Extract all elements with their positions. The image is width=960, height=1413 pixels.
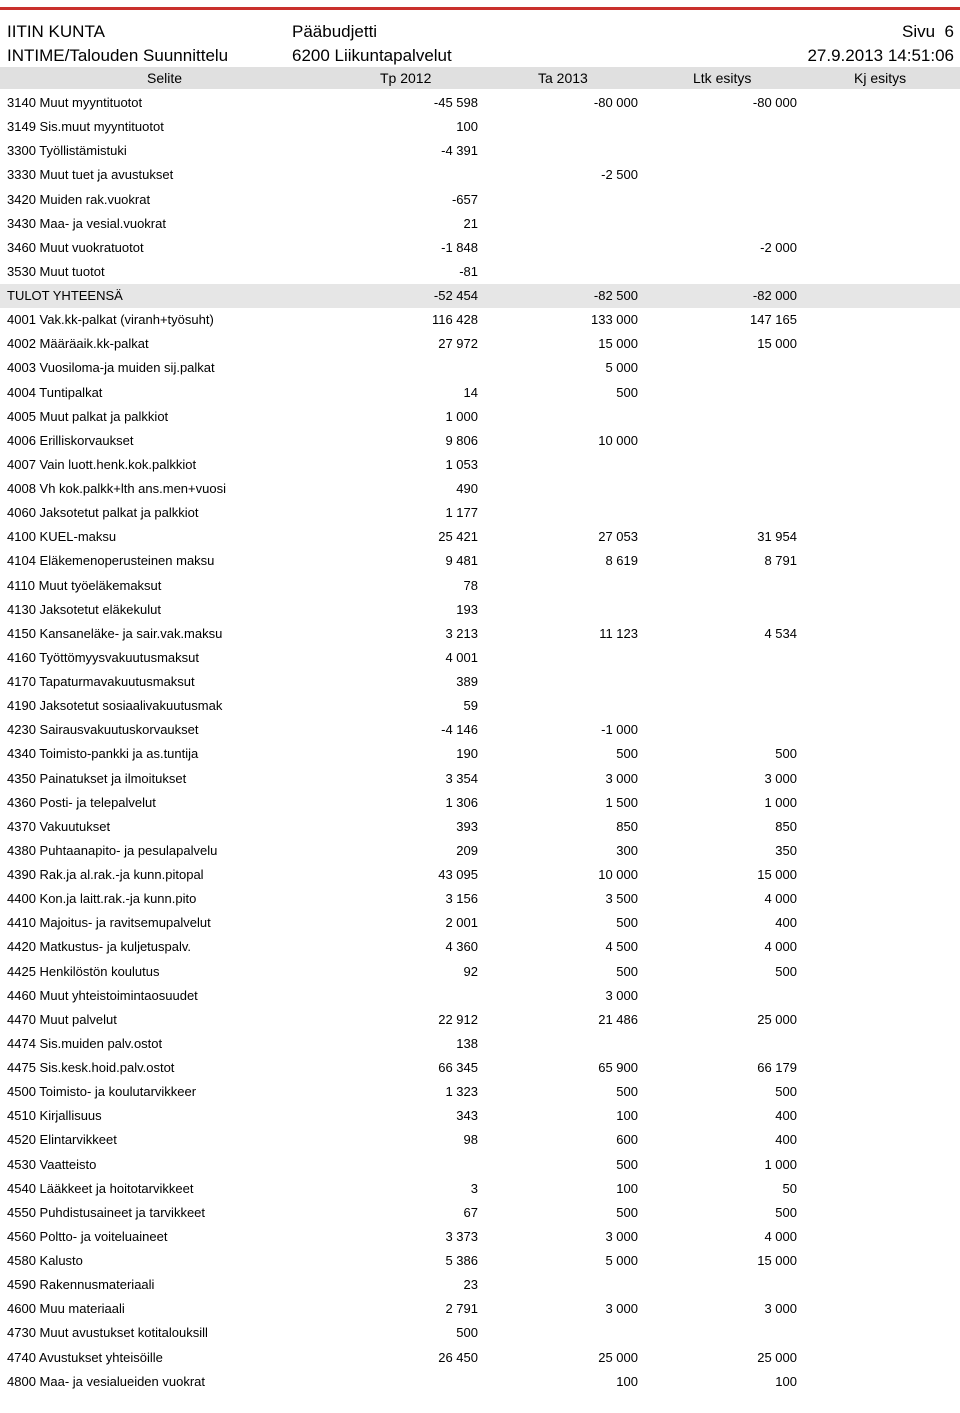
cell-ta-2013: 133 000 [591, 312, 638, 328]
cell-ltk-esitys: 400 [775, 1108, 797, 1124]
cell-tp-2012: 138 [456, 1035, 478, 1051]
cell-ltk-esitys: 25 000 [757, 1011, 797, 1027]
cell-ta-2013: 1 500 [605, 794, 638, 810]
table-row [0, 694, 960, 718]
table-row [0, 598, 960, 622]
table-row [0, 332, 960, 356]
cell-ta-2013: 21 486 [598, 1011, 638, 1027]
column-header-bar [0, 67, 960, 89]
cell-ltk-esitys: 400 [775, 1132, 797, 1148]
cell-ltk-esitys: 1 000 [764, 1156, 797, 1172]
cell-tp-2012: 1 000 [445, 408, 478, 424]
row-label: 4380 Puhtaanapito- ja pesulapalvelu [7, 842, 218, 858]
cell-ta-2013: 3 000 [605, 987, 638, 1003]
table-row [0, 1249, 960, 1273]
cell-ta-2013: 500 [616, 746, 638, 762]
cell-ltk-esitys: 25 000 [757, 1349, 797, 1365]
cell-ta-2013: 500 [616, 915, 638, 931]
row-label: 4510 Kirjallisuus [7, 1108, 102, 1124]
cell-tp-2012: 100 [456, 119, 478, 135]
column-header-selite: Selite [147, 70, 183, 86]
table-row [0, 1056, 960, 1080]
cell-tp-2012: 66 345 [438, 1060, 478, 1075]
table-row [0, 1128, 960, 1152]
cell-ta-2013: 3 500 [605, 891, 638, 907]
row-label: 4006 Erilliskorvaukset [7, 432, 134, 448]
table-row [0, 1370, 960, 1394]
row-label: 4420 Matkustus- ja kuljetuspalv. [7, 939, 192, 955]
cell-tp-2012: -81 [459, 263, 478, 279]
cell-ltk-esitys: 4 000 [764, 939, 797, 955]
cell-tp-2012: 92 [463, 963, 478, 979]
cell-tp-2012: 26 450 [438, 1349, 478, 1365]
cell-ltk-esitys: 8 791 [764, 553, 797, 569]
cell-tp-2012: 116 428 [431, 312, 478, 328]
cell-tp-2012: 21 [463, 215, 478, 231]
page-number: Sivu 6 [902, 22, 954, 41]
cell-tp-2012: 22 912 [438, 1011, 478, 1027]
row-label: 4004 Tuntipalkat [7, 384, 103, 400]
table-row [0, 1153, 960, 1177]
cell-ltk-esitys: 15 000 [757, 336, 797, 352]
cell-tp-2012: 23 [463, 1277, 478, 1293]
row-label: 4350 Painatukset ja ilmoitukset [7, 770, 187, 786]
table-row [0, 1032, 960, 1056]
row-label: 3330 Muut tuet ja avustukset [7, 167, 174, 183]
row-label: 4520 Elintarvikkeet [7, 1132, 117, 1148]
system-name: INTIME/Talouden Suunnittelu [7, 46, 229, 65]
cell-ta-2013: 300 [616, 842, 638, 858]
cell-ltk-esitys: 400 [775, 915, 797, 931]
total-row [0, 284, 960, 308]
cell-ta-2013: 5 000 [605, 1253, 638, 1268]
table-row [0, 984, 960, 1008]
cell-ltk-esitys: 500 [775, 1084, 797, 1100]
cell-tp-2012: -52 454 [433, 288, 478, 303]
table-row [0, 91, 960, 115]
table-row [0, 1225, 960, 1249]
table-row [0, 1346, 960, 1370]
row-label: 4580 Kalusto [7, 1253, 83, 1268]
row-label: 4340 Toimisto-pankki ja as.tuntija [7, 746, 199, 762]
row-label: 4150 Kansaneläke- ja sair.vak.maksu [7, 625, 223, 641]
table-row [0, 212, 960, 236]
table-row [0, 1177, 960, 1201]
cell-ltk-esitys: 100 [775, 1373, 797, 1389]
table-row [0, 911, 960, 935]
row-label: 4540 Lääkkeet ja hoitotarvikkeet [7, 1180, 194, 1196]
cell-ta-2013: 15 000 [598, 336, 638, 352]
cell-tp-2012: 4 360 [445, 939, 478, 955]
cell-ta-2013: 65 900 [598, 1060, 638, 1075]
cell-ta-2013: 600 [616, 1132, 638, 1148]
cell-ltk-esitys: 1 000 [764, 794, 797, 810]
table-row [0, 115, 960, 139]
cell-ta-2013: -82 500 [593, 288, 638, 303]
row-label: 4410 Majoitus- ja ravitsemupalvelut [7, 915, 211, 931]
cell-ta-2013: 500 [616, 1204, 638, 1220]
cell-tp-2012: 59 [463, 698, 478, 714]
table-row [0, 139, 960, 163]
row-label: 4130 Jaksotetut eläkekulut [7, 601, 161, 617]
cell-ta-2013: -80 000 [593, 95, 638, 110]
row-label: 4005 Muut palkat ja palkkiot [7, 408, 169, 424]
cell-ta-2013: 3 000 [605, 770, 638, 786]
cell-tp-2012: 1 053 [445, 456, 478, 472]
row-label: 3460 Muut vuokratuotot [7, 239, 144, 255]
table-row [0, 887, 960, 911]
row-label: 4500 Toimisto- ja koulutarvikkeer [7, 1084, 197, 1100]
row-label: TULOT YHTEENSÄ [7, 288, 123, 303]
row-label: 4160 Työttömyysvakuutusmaksut [7, 649, 199, 665]
table-row [0, 1273, 960, 1297]
row-label: 4470 Muut palvelut [7, 1011, 117, 1027]
cell-tp-2012: 3 213 [445, 625, 478, 641]
cell-ta-2013: 850 [616, 818, 638, 834]
row-label: 4100 KUEL-maksu [7, 529, 117, 545]
row-label: 4590 Rakennusmateriaali [7, 1277, 155, 1293]
row-label: 4425 Henkilöstön koulutus [7, 963, 160, 979]
row-label: 3530 Muut tuotot [7, 263, 105, 279]
cell-ltk-esitys: 4 000 [764, 1228, 797, 1244]
cell-tp-2012: 3 354 [445, 770, 478, 786]
table-row [0, 453, 960, 477]
table-row [0, 863, 960, 887]
cell-tp-2012: 393 [456, 818, 478, 834]
cell-ltk-esitys: -80 000 [752, 95, 797, 110]
cell-ta-2013: 11 123 [599, 625, 638, 641]
row-label: 3149 Sis.muut myyntituotot [7, 119, 164, 135]
cell-ta-2013: 3 000 [605, 1301, 638, 1317]
row-label: 4003 Vuosiloma-ja muiden sij.palkat [7, 360, 215, 376]
cell-tp-2012: 1 323 [445, 1084, 478, 1100]
table-row [0, 1008, 960, 1032]
cell-tp-2012: 5 386 [445, 1253, 478, 1268]
row-label: 4190 Jaksotetut sosiaalivakuutusmak [7, 698, 223, 714]
cell-tp-2012: 343 [456, 1108, 478, 1124]
cell-tp-2012: 3 156 [445, 891, 478, 907]
row-label: 4600 Muu materiaali [7, 1301, 125, 1317]
cell-tp-2012: 43 095 [438, 867, 478, 882]
table-row [0, 188, 960, 212]
report-datetime: 27.9.2013 14:51:06 [807, 46, 954, 65]
cell-tp-2012: 3 373 [445, 1228, 478, 1244]
cell-tp-2012: -4 146 [441, 722, 478, 738]
cell-ltk-esitys: 350 [775, 842, 797, 858]
cell-tp-2012: 4 001 [445, 649, 478, 665]
cell-tp-2012: 2 791 [445, 1301, 478, 1317]
cell-ta-2013: 500 [616, 1156, 638, 1172]
cell-tp-2012: 3 [470, 1180, 478, 1196]
table-row [0, 429, 960, 453]
report-name: Pääbudjetti [292, 22, 378, 41]
cell-ta-2013: 4 500 [605, 939, 638, 955]
cell-ta-2013: 500 [616, 963, 638, 979]
cell-ltk-esitys: 3 000 [764, 770, 797, 786]
row-label: 4001 Vak.kk-palkat (viranh+työsuht) [7, 312, 214, 328]
table-row [0, 308, 960, 332]
table-row [0, 767, 960, 791]
table-row [0, 815, 960, 839]
table-row [0, 839, 960, 863]
table-row [0, 791, 960, 815]
table-row [0, 405, 960, 429]
cell-ltk-esitys: 50 [782, 1180, 797, 1196]
table-row [0, 622, 960, 646]
column-header-kj: Kj esitys [854, 70, 907, 86]
row-label: 4550 Puhdistusaineet ja tarvikkeet [7, 1204, 206, 1220]
table-row [0, 381, 960, 405]
table-row [0, 574, 960, 598]
cell-tp-2012: 27 972 [438, 336, 478, 352]
column-header-ta: Ta 2013 [538, 70, 588, 86]
cell-tp-2012: 78 [463, 577, 478, 593]
row-label: 4002 Määräaik.kk-palkat [7, 336, 149, 352]
cell-ta-2013: 25 000 [598, 1349, 638, 1365]
cell-tp-2012: -1 848 [441, 239, 478, 255]
table-row [0, 1297, 960, 1321]
cell-tp-2012: 9 806 [445, 432, 478, 448]
row-label: 4730 Muut avustukset kotitalouksill [7, 1325, 208, 1341]
table-row [0, 477, 960, 501]
cell-ltk-esitys: 147 165 [750, 312, 797, 328]
row-label: 4530 Vaatteisto [7, 1156, 97, 1172]
table-row [0, 1104, 960, 1128]
cell-tp-2012: -657 [451, 191, 478, 207]
cell-tp-2012: -45 598 [433, 95, 478, 110]
row-label: 4230 Sairausvakuutuskorvaukset [7, 722, 199, 738]
table-row [0, 742, 960, 766]
cell-ltk-esitys: 850 [775, 818, 797, 834]
cell-ltk-esitys: 15 000 [757, 867, 797, 882]
table-row [0, 670, 960, 694]
table-row [0, 356, 960, 380]
row-label: 4460 Muut yhteistoimintaosuudet [7, 987, 198, 1003]
cell-tp-2012: 490 [456, 481, 478, 496]
cell-ta-2013: 500 [616, 1084, 638, 1100]
row-label: 4560 Poltto- ja voiteluaineet [7, 1228, 168, 1244]
table-row [0, 960, 960, 984]
cell-tp-2012: 2 001 [445, 915, 478, 931]
table-row [0, 718, 960, 742]
cell-ltk-esitys: 500 [775, 1204, 797, 1220]
row-label: 3420 Muiden rak.vuokrat [7, 191, 151, 207]
row-label: 4400 Kon.ja laitt.rak.-ja kunn.pito [7, 891, 197, 907]
cell-ta-2013: 27 053 [598, 529, 638, 545]
unit-name: 6200 Liikuntapalvelut [292, 46, 452, 65]
table-row [0, 260, 960, 284]
table-row [0, 236, 960, 260]
cell-ta-2013: 100 [616, 1108, 638, 1124]
cell-ltk-esitys: 4 000 [764, 891, 797, 907]
row-label: 4475 Sis.kesk.hoid.palv.ostot [7, 1060, 175, 1075]
cell-tp-2012: 1 306 [445, 794, 478, 810]
row-label: 4060 Jaksotetut palkat ja palkkiot [7, 505, 199, 521]
cell-tp-2012: 25 421 [438, 529, 478, 545]
table-row [0, 501, 960, 525]
cell-tp-2012: 98 [463, 1132, 478, 1148]
table-row [0, 1321, 960, 1345]
cell-ltk-esitys: 31 954 [757, 529, 797, 545]
table-row [0, 1201, 960, 1225]
cell-ltk-esitys: 500 [775, 746, 797, 762]
cell-tp-2012: 190 [456, 746, 478, 762]
cell-ta-2013: 3 000 [605, 1228, 638, 1244]
cell-tp-2012: -4 391 [441, 143, 478, 159]
cell-tp-2012: 14 [463, 384, 478, 400]
cell-ltk-esitys: 15 000 [757, 1253, 797, 1268]
row-label: 4104 Eläkemenoperusteinen maksu [7, 553, 215, 569]
cell-ltk-esitys: 4 534 [764, 625, 797, 641]
budget-table [0, 91, 960, 1394]
cell-ta-2013: 8 619 [605, 553, 638, 569]
table-row [0, 1080, 960, 1104]
cell-tp-2012: 209 [456, 842, 478, 858]
cell-ta-2013: 10 000 [598, 867, 638, 882]
row-label: 4370 Vakuutukset [7, 818, 111, 834]
table-row [0, 163, 960, 187]
cell-ta-2013: 100 [616, 1180, 638, 1196]
table-row [0, 646, 960, 670]
cell-ta-2013: 10 000 [598, 432, 638, 448]
cell-ltk-esitys: 66 179 [757, 1060, 797, 1075]
row-label: 4474 Sis.muiden palv.ostot [7, 1035, 163, 1051]
column-header-tp: Tp 2012 [380, 70, 432, 86]
cell-tp-2012: 500 [456, 1325, 478, 1341]
cell-ta-2013: 100 [616, 1373, 638, 1389]
row-label: 3430 Maa- ja vesial.vuokrat [7, 215, 166, 231]
cell-ltk-esitys: -82 000 [752, 288, 797, 303]
row-label: 4008 Vh kok.palkk+lth ans.men+vuosi [7, 481, 226, 496]
row-label: 4110 Muut työeläkemaksut [7, 577, 162, 593]
table-row [0, 525, 960, 549]
row-label: 4740 Avustukset yhteisöille [7, 1349, 163, 1365]
row-label: 3140 Muut myyntituotot [7, 95, 143, 110]
cell-ta-2013: -1 000 [601, 722, 638, 738]
column-header-ltk: Ltk esitys [693, 70, 752, 86]
cell-tp-2012: 67 [463, 1204, 478, 1220]
cell-ltk-esitys: 3 000 [764, 1301, 797, 1317]
cell-ltk-esitys: 500 [775, 963, 797, 979]
row-label: 4007 Vain luott.henk.kok.palkkiot [7, 456, 197, 472]
cell-ta-2013: -2 500 [601, 167, 638, 183]
cell-tp-2012: 9 481 [445, 553, 478, 569]
cell-ta-2013: 500 [616, 384, 638, 400]
row-label: 4390 Rak.ja al.rak.-ja kunn.pitopal [7, 867, 204, 882]
row-label: 4360 Posti- ja telepalvelut [7, 794, 156, 810]
cell-ta-2013: 5 000 [605, 360, 638, 376]
table-row [0, 935, 960, 959]
cell-tp-2012: 1 177 [445, 505, 478, 521]
row-label: 3300 Työllistämistuki [7, 143, 127, 159]
header-accent-line [0, 7, 960, 10]
row-label: 4800 Maa- ja vesialueiden vuokrat [7, 1373, 206, 1389]
table-row [0, 549, 960, 573]
cell-ltk-esitys: -2 000 [760, 239, 797, 255]
cell-tp-2012: 193 [456, 601, 478, 617]
org-name: IITIN KUNTA [7, 22, 105, 41]
row-label: 4170 Tapaturmavakuutusmaksut [7, 674, 195, 689]
cell-tp-2012: 389 [456, 674, 478, 689]
